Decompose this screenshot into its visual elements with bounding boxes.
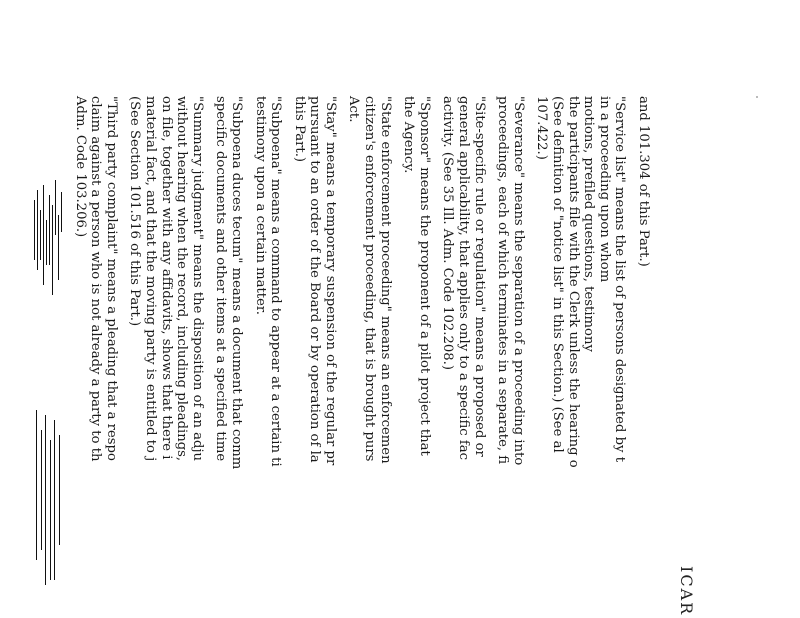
scan-artifact-bar	[50, 440, 51, 580]
scan-artifact-bar	[41, 430, 42, 550]
text-line: citizen's enforcement proceeding, that is brought purs	[362, 96, 378, 462]
text-line: without hearing when the record, including pleadings,	[174, 96, 190, 462]
scan-artifact-bar	[46, 220, 47, 265]
text-line: 107.422.)	[534, 96, 550, 160]
margin-scan-artifacts	[32, 180, 72, 618]
paragraph-gap	[393, 96, 401, 618]
scan-speck	[756, 96, 758, 98]
text-line: "Subpoena duces tecum" means a document that comm	[228, 96, 244, 470]
paragraph-gap	[244, 96, 252, 618]
scan-artifact-bar	[49, 195, 50, 265]
text-line: "Site-specific rule or regulation" means a proposed or	[471, 96, 487, 457]
scan-artifact-bar	[58, 215, 59, 280]
scan-artifact-bar	[43, 185, 44, 285]
text-line: Act.	[346, 96, 362, 123]
text-line: the Agency.	[401, 96, 417, 174]
text-line: "Service list" means the list of persons designated by t	[612, 96, 628, 462]
text-line: in a proceeding upon whom	[596, 96, 612, 283]
paragraph-gap	[487, 96, 495, 618]
text-line: "Sponsor" means the proponent of a pilot project that	[416, 96, 432, 456]
page-header: ICAR	[677, 566, 696, 617]
text-line: the participants file with the Clerk unless the hearing o	[565, 96, 581, 468]
paragraph-gap	[432, 96, 440, 618]
text-line: "Severance" means the separation of a proceeding into	[510, 96, 526, 466]
scan-artifact-bar	[54, 420, 55, 580]
document-body	[72, 96, 651, 618]
paragraph-gap	[526, 96, 534, 618]
scan-artifact-bar	[45, 415, 46, 585]
scan-artifact-bar	[52, 205, 53, 295]
text-line: activity. (See 35 Ill. Adm. Code 102.208.)	[440, 96, 456, 370]
scan-artifact-bar	[40, 210, 41, 260]
paragraph-gap	[338, 96, 346, 618]
paragraph-gap	[627, 96, 635, 618]
text-line: proceedings, each of which terminates in a separate, fi	[495, 96, 511, 465]
text-line: testimony upon a certain matter.	[252, 96, 268, 315]
text-line: Adm. Code 103.206.)	[72, 96, 88, 238]
text-line: (See Section 101.516 of this Part.)	[127, 96, 143, 327]
paragraph-gap	[205, 96, 213, 618]
text-line: "Stay" means a temporary suspension of the regular pr	[322, 96, 338, 466]
text-line: general applicability, that applies only to a specific fac	[456, 96, 472, 461]
paragraph-gap	[283, 96, 291, 618]
scan-artifact-bar	[37, 190, 38, 270]
rotated-text-block	[72, 18, 698, 618]
text-line: "Subpoena" means a command to appear at a certain ti	[268, 96, 284, 467]
scan-artifact-bar	[61, 192, 62, 232]
text-line: this Part.)	[291, 96, 307, 163]
paragraph-gap	[119, 96, 127, 618]
scan-artifact-bar	[59, 435, 60, 545]
text-line: specific documents and other items at a specified time	[213, 96, 229, 462]
text-line: and 101.304 of this Part.)	[636, 96, 651, 267]
text-line: "State enforcement proceeding" means an enforcemen	[377, 96, 393, 464]
scan-artifact-bar	[55, 180, 56, 235]
scan-artifact-bar	[36, 410, 37, 560]
scan-artifact-bar	[34, 200, 35, 260]
text-line: "Summary judgment" means the disposition of an adju	[189, 96, 205, 462]
text-line: claim against a person who is not already a party to th	[88, 96, 104, 462]
text-line: "Third party complaint" means a pleading that a respo	[103, 96, 119, 461]
text-line: pursuant to an order of the Board or by operation of la	[307, 96, 323, 463]
text-line: on file, together with any affidavits, shows that there i	[158, 96, 174, 460]
text-line: motions, prefiled questions, testimony	[581, 96, 597, 352]
text-line: material fact, and that the moving party is entitled to j	[142, 96, 158, 462]
text-line: (See definition of "notice list" in this Section.) (See al	[550, 96, 566, 453]
